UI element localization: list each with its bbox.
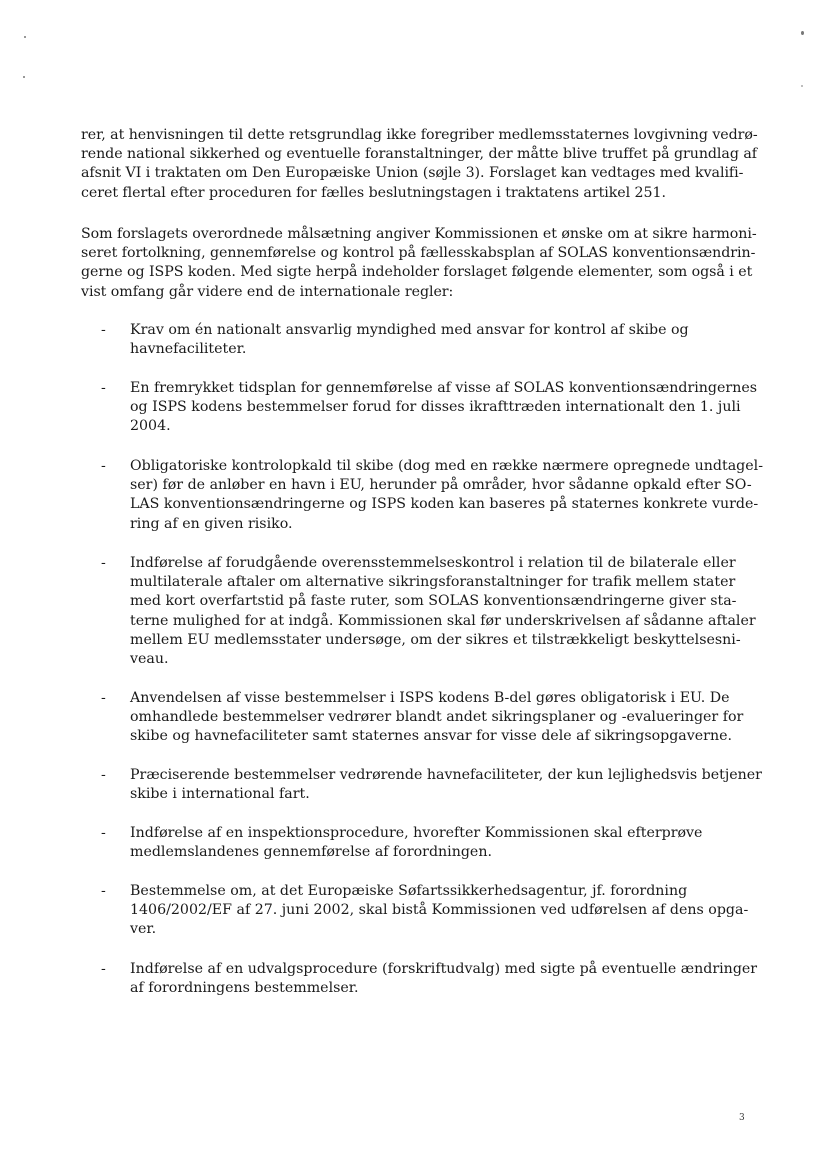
list-item-line: 2004. — [130, 418, 171, 435]
list-item-line: med kort overfartstid på faste ruter, som SOLAS konventionsændringerne giver sta- — [130, 593, 737, 610]
scan-speck — [24, 36, 26, 38]
list-item-text — [130, 689, 750, 747]
list-item-text — [130, 766, 762, 804]
list-item-line: veau. — [130, 651, 169, 668]
bullet-marker: - — [101, 961, 106, 977]
list-item-line: Obligatoriske kontrolopkald til skibe (dog med en række nærmere opregnede undtagel- — [130, 458, 763, 474]
paragraph-line: rer, at henvisningen til dette retsgrundlag ikke foregriber medlemsstaternes lovgivning vedrø- — [81, 127, 758, 143]
bullet-marker: - — [101, 690, 106, 706]
list-item-line: En fremrykket tidsplan for gennemførelse af visse af SOLAS konventionsændringernes — [130, 380, 758, 396]
scan-speck — [801, 85, 803, 87]
bullet-marker: - — [101, 883, 106, 899]
list-item-line: ser) før de anløber en havn i EU, herunder på områder, hvor sådanne opkald efter SO- — [130, 477, 752, 494]
list-item-line: LAS konventionsændringerne og ISPS koden kan baseres på staternes konkrete vurde- — [130, 496, 759, 513]
paragraph-line: afsnit VI i traktaten om Den Europæiske Union (søjle 3). Forslaget kan vedtages med kvalifi- — [81, 165, 744, 182]
list-item-text — [130, 379, 758, 437]
paragraph-line: Som forslagets overordnede målsætning angiver Kommissionen et ønske om at sikre harmoni- — [81, 226, 757, 242]
list-item-line: og ISPS kodens bestemmelser forud for disses ikrafttræden internationalt den 1. juli — [130, 399, 741, 416]
list-item-text — [130, 882, 750, 940]
list-item-text — [130, 960, 758, 998]
list-item-line: af forordningens bestemmelser. — [130, 980, 359, 997]
list-item-line: skibe i international fart. — [130, 786, 310, 803]
paragraph-line: gerne og ISPS koden. Med sigte herpå indeholder forslaget følgende elementer, som også i et — [81, 264, 753, 281]
list-item-line: Bestemmelse om, at det Europæiske Søfartssikkerhedsagentur, jf. forordning — [130, 883, 688, 899]
list-item-text — [130, 824, 750, 862]
list-item-line: Indførelse af en udvalgsprocedure (forskriftudvalg) med sigte på eventuelle ændringer — [130, 961, 758, 977]
bullet-marker: - — [101, 322, 106, 338]
bullet-marker: - — [101, 380, 106, 396]
list-item-line: havnefaciliteter. — [130, 341, 247, 358]
scan-speck — [801, 31, 804, 35]
paragraph-line: ceret flertal efter proceduren for fælles beslutningstagen i traktatens artikel 251. — [81, 184, 666, 201]
list-item-line: skibe og havnefaciliteter samt staternes ansvar for visse dele af sikringsopgaverne. — [130, 728, 733, 745]
list-item-line: Anvendelsen af visse bestemmelser i ISPS kodens B-del gøres obligatorisk i EU. De — [130, 690, 730, 706]
bullet-marker: - — [101, 458, 106, 474]
list-item-line: mellem EU medlemsstater undersøge, om der sikres et tilstrækkeligt beskyttelsesni- — [130, 631, 741, 648]
list-item-line: ring af en given risiko. — [130, 515, 293, 532]
bullet-marker: - — [101, 555, 106, 571]
bullet-marker: - — [101, 767, 106, 783]
paragraph-line: vist omfang går videre end de internationale regler: — [81, 283, 454, 300]
list-item-line: omhandlede bestemmelser vedrører blandt andet sikringsplaner og -evalueringer for — [130, 709, 744, 726]
list-item-text — [130, 321, 750, 359]
list-item-line: multilaterale aftaler om alternative sikringsforanstaltninger for trafik mellem stater — [130, 574, 736, 591]
body-paragraph — [81, 225, 757, 302]
list-item-line: 1406/2002/EF af 27. juni 2002, skal bistå Kommissionen ved udførelsen af dens opga- — [130, 902, 749, 919]
page-number: 3 — [739, 1113, 745, 1123]
list-item-line: Krav om én nationalt ansvarlig myndighed med ansvar for kontrol af skibe og — [130, 322, 689, 338]
list-item-line: Præciserende bestemmelser vedrørende havnefaciliteter, der kun lejlighedsvis betjener — [130, 767, 762, 783]
list-item-line: terne mulighed for at indgå. Kommissionen skal før underskrivelsen af sådanne aftaler — [130, 612, 756, 629]
bullet-marker: - — [101, 825, 106, 841]
list-item-line: Indførelse af en inspektionsprocedure, hvorefter Kommissionen skal efterprøve — [130, 825, 703, 841]
list-item-text — [130, 554, 756, 669]
scan-speck — [23, 76, 25, 78]
list-item-line: medlemslandenes gennemførelse af forordningen. — [130, 844, 492, 861]
list-item-text — [130, 457, 763, 534]
body-paragraph — [81, 126, 758, 203]
list-item-line: Indførelse af forudgående overensstemmelseskontrol i relation til de bilaterale eller — [130, 555, 736, 571]
list-item-line: ver. — [130, 921, 157, 938]
paragraph-line: seret fortolkning, gennemførelse og kontrol på fællesskabsplan af SOLAS konventionsændrin- — [81, 245, 756, 262]
paragraph-line: rende national sikkerhed og eventuelle foranstaltninger, der måtte blive truffet på grundlag af — [81, 146, 757, 163]
